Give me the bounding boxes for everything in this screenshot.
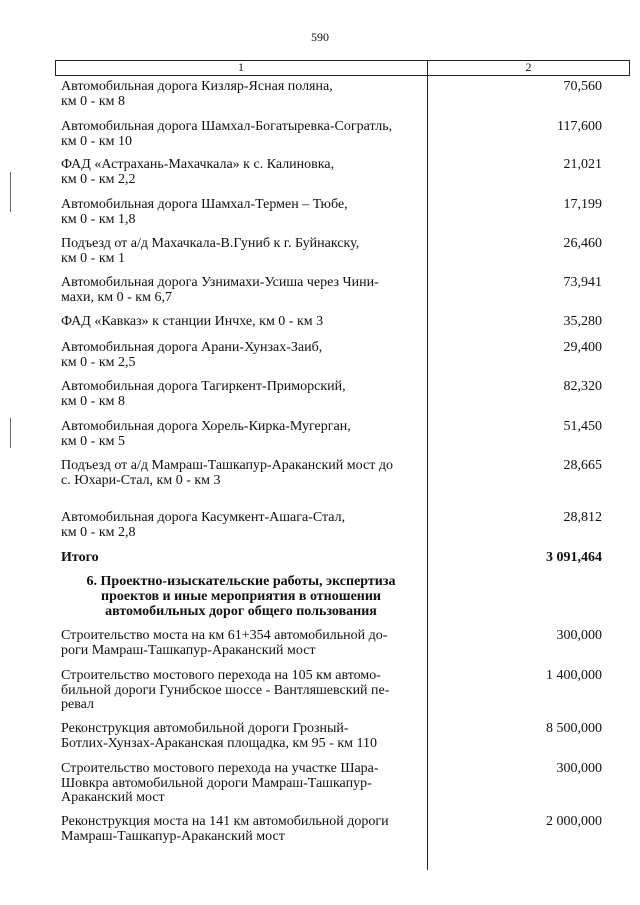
table-row-label: Автомобильная дорога Кизляр-Ясная поляна, км 0 - км 8 (61, 79, 333, 109)
table-row-value: 17,199 (563, 197, 602, 212)
table-row-label: Строительство моста на км 61+354 автомобильной до- роги Мамраш-Ташкапур-Араканский мост (61, 628, 388, 658)
table-row-value: 21,021 (563, 157, 602, 172)
table-row-value: 28,665 (563, 458, 602, 473)
column-divider (427, 60, 428, 870)
table-row-label: Подъезд от а/д Мамраш-Ташкапур-Араканский мост до с. Юхари-Стал, км 0 - км 3 (61, 458, 393, 488)
total-value: 3 091,464 (546, 550, 602, 565)
table-row-value: 73,941 (563, 275, 602, 290)
table-row-value: 26,460 (563, 236, 602, 251)
col2-header: 2 (525, 60, 532, 74)
table-row-value: 1 400,000 (546, 668, 602, 683)
scan-edge-mark (10, 172, 11, 212)
table-row-label: ФАД «Кавказ» к станции Инчхе, км 0 - км 3 (61, 314, 324, 329)
table-row-label: Строительство мостового перехода на участке Шара- Шовкра автомобильной дороги Мамраш-Ташкапур- Араканский мост (61, 761, 379, 805)
col1-header: 1 (238, 60, 244, 74)
table-row-label: ФАД «Астрахань-Махачкала» к с. Калиновка, км 0 - км 2,2 (61, 157, 335, 187)
table-row-value: 2 000,000 (546, 814, 602, 829)
page-number: 590 (311, 30, 329, 44)
table-row-label: Автомобильная дорога Касумкент-Ашага-Стал, км 0 - км 2,8 (61, 510, 346, 540)
table-row-value: 300,000 (556, 761, 602, 776)
table-row-label: Строительство мостового перехода на 105 км автомо- бильной дороги Гунибское шоссе - Вантляшевский пе- ревал (61, 668, 390, 712)
table-row-value: 300,000 (556, 628, 602, 643)
table-right-border (629, 60, 630, 76)
table-row-label: Автомобильная дорога Шамхал-Термен – Тюбе, км 0 - км 1,8 (61, 197, 348, 227)
table-row-label: Автомобильная дорога Шамхал-Богатыревка-Согратль, км 0 - км 10 (61, 119, 393, 149)
table-row-label: Подъезд от а/д Махачкала-В.Гуниб к г. Буйнакску, км 0 - км 1 (61, 236, 360, 266)
table-row-label: Автомобильная дорога Тагиркент-Приморский, км 0 - км 8 (61, 379, 346, 409)
table-row-value: 82,320 (563, 379, 602, 394)
total-label: Итого (61, 550, 99, 565)
table-row-label: Автомобильная дорога Хорель-Кирка-Мугерган, км 0 - км 5 (61, 419, 351, 449)
table-row-value: 51,450 (563, 419, 602, 434)
table-row-value: 35,280 (563, 314, 602, 329)
section-heading: 6. Проектно-изыскательские работы, экспертиза проектов и иные мероприятия в отношении автомобильных дорог общего пользования (86, 574, 396, 619)
table-header-border (55, 75, 630, 76)
table-row-label: Реконструкция автомобильной дороги Грозный- Ботлих-Хунзах-Араканская площадка, км 95 - км 110 (61, 721, 377, 751)
table-row-label: Автомобильная дорога Узнимахи-Усиша через Чини- махи, км 0 - км 6,7 (61, 275, 379, 305)
table-row-value: 29,400 (563, 340, 602, 355)
table-row-value: 70,560 (563, 79, 602, 94)
table-row-label: Реконструкция моста на 141 км автомобильной дороги Мамраш-Ташкапур-Араканский мост (61, 814, 389, 844)
table-row-value: 117,600 (557, 119, 602, 134)
table-row-label: Автомобильная дорога Арани-Хунзах-Заиб, км 0 - км 2,5 (61, 340, 323, 370)
scan-edge-mark (10, 418, 11, 448)
table-row-value: 28,812 (563, 510, 602, 525)
table-row-value: 8 500,000 (546, 721, 602, 736)
